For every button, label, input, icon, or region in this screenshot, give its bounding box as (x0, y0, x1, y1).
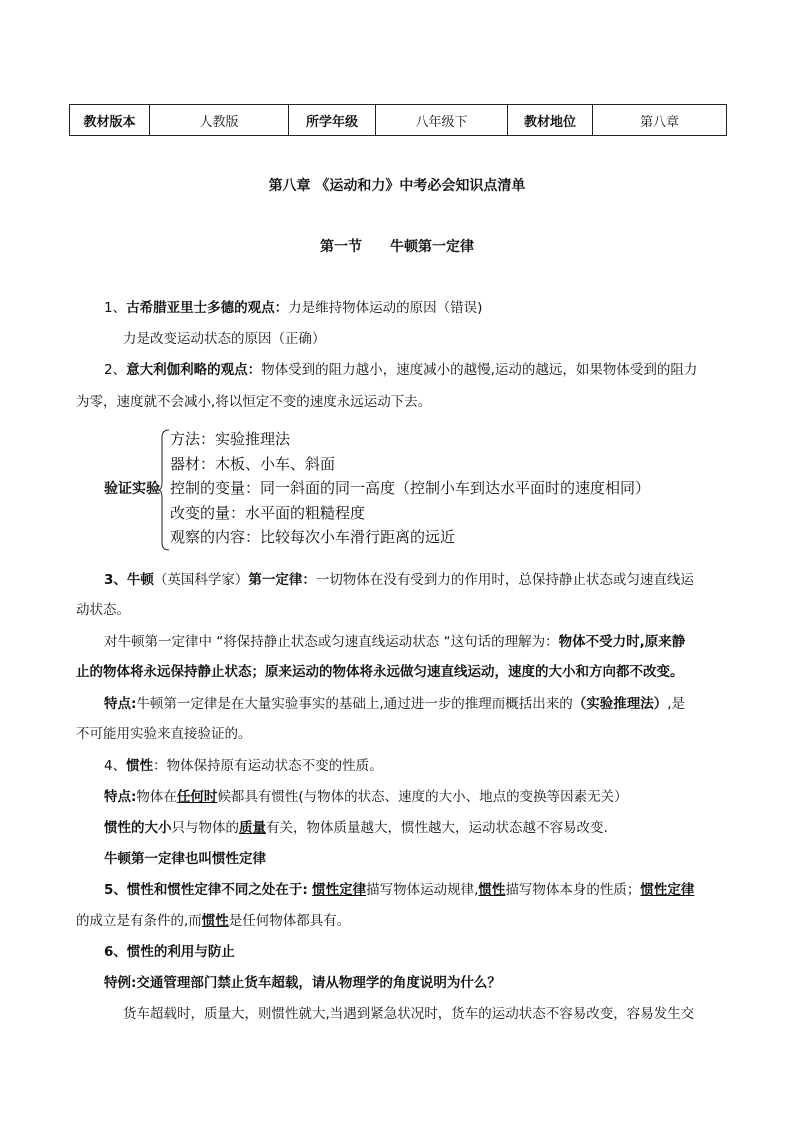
experiment-list (170, 427, 650, 550)
info-row (70, 105, 727, 136)
point-3 (104, 570, 694, 590)
point-3-num: 3、 (104, 572, 127, 588)
point-1 (104, 298, 482, 318)
point-2-num: 2、 (104, 362, 127, 378)
point-2-text: 物体受到的阻力越小，速度减小的越慢,运动的越远，如果物体受到的阻力 (261, 362, 698, 378)
grade-key: 所学年级 (289, 105, 376, 136)
point-2-line2: 为零，速度就不会减小,将以恒定不变的速度永远运动下去。 (76, 394, 432, 410)
understanding-text: 对牛顿第一定律中 “将保持静止状态或匀速直线运动状态 “这句话的理解为： (104, 634, 559, 650)
feature-method: （实验推理法） (572, 696, 668, 712)
point-1-text: 力是维持物体运动的原因（错误) (288, 300, 483, 316)
point-5-heading: 惯性和惯性定律不同之处在于: (126, 882, 308, 898)
experiment-label: 验证实验 (104, 481, 160, 497)
edition-key: 教材版本 (70, 105, 150, 136)
chapter-title: 第八章 《运动和力》中考必会知识点清单 (268, 178, 526, 194)
point-6 (104, 942, 235, 962)
grade-value: 八年级下 (376, 105, 508, 136)
magnitude-label: 惯性的大小 (104, 820, 172, 836)
point-1-heading: 古希腊亚里士多德的观点： (126, 300, 289, 316)
point-5 (104, 880, 694, 900)
point-4-num: 4、 (104, 758, 127, 774)
feature-text: 牛顿第一定律是在大量实验事实的基础上,通过进一步的推理而概括出来的 (136, 696, 573, 712)
understanding-line2: 止的物体将永远保持静止状态；原来运动的物体将永远做匀速直线运动，速度的大小和方向都不改变。 (76, 664, 684, 680)
inertia-feature-underline: 任何时 (176, 789, 218, 805)
point-5-l2u: 惯性 (201, 913, 229, 929)
point-5-law2: 惯性定律 (640, 882, 695, 898)
point-6-num: 6、 (104, 944, 127, 960)
experiment-item-changed: 改变的量：水平面的粗糙程度 (170, 503, 366, 522)
point-4 (104, 756, 383, 776)
magnitude-underline: 质量 (239, 820, 266, 836)
point-3-heading: 牛顿 (126, 572, 154, 588)
experiment-item-controlled: 控制的变量：同一斜面的同一高度（控制小车到达水平面时的速度相同） (170, 479, 651, 498)
point-1-line2: 力是改变运动状态的原因（正确） (123, 331, 326, 347)
inertia-feature-b: 候都具有惯性(与物体的状态、速度的大小、地点的变换等因素无关） (217, 789, 628, 805)
point-5-line2 (76, 911, 350, 931)
point-3-line2: 动状态。 (76, 602, 130, 618)
point-4-text: ：物体保持原有运动状态不变的性质。 (153, 758, 383, 774)
experiment-item-observed: 观察的内容：比较每次小车滑行距离的远近 (170, 528, 456, 547)
experiment-item-equipment: 器材：木板、小车、斜面 (170, 454, 336, 473)
point-3-understanding (104, 632, 685, 652)
point-4-heading: 惯性 (126, 758, 154, 774)
edition-value: 人教版 (150, 105, 289, 136)
brace-icon (158, 429, 170, 551)
point-3-heading2: 第一定律： (248, 572, 316, 588)
point-3-feature (104, 694, 685, 714)
magnitude-b: 有关，物体质量越大，惯性越大，运动状态越不容易改变. (266, 820, 608, 836)
magnitude-a: 只与物体的 (171, 820, 239, 836)
point-2-heading: 意大利伽利略的观点： (126, 362, 262, 378)
point-3-paren: （英国科学家） (153, 572, 249, 588)
point-6-example: 特例:交通管理部门禁止货车超载，请从物理学的角度说明为什么？ (104, 975, 501, 991)
inertia-feature-a: 物体在 (136, 789, 177, 805)
point-4-magnitude (104, 818, 608, 838)
experiment-item-method: 方法：实验推理法 (170, 430, 291, 448)
inertia-feature-label: 特点: (104, 789, 137, 805)
point-1-num: 1、 (104, 300, 127, 316)
point-5-inertia: 惯性 (478, 882, 506, 898)
point-5-law: 惯性定律 (312, 882, 367, 898)
point-5-l2a: 的成立是有条件的,而 (76, 913, 202, 929)
section-title: 第一节 牛顿第一定律 (320, 239, 474, 255)
point-2 (104, 360, 697, 380)
feature-line2: 不可能用实验来直接验证的。 (76, 726, 252, 742)
understanding-bold: 物体不受力时,原来静 (558, 634, 686, 650)
point-5-t1: 描写物体运动规律, (366, 882, 479, 898)
point-5-l2b: 是任何物体都具有。 (228, 913, 351, 929)
position-value: 第八章 (593, 105, 727, 136)
point-3-text: 一切物体在没有受到力的作用时，总保持静止状态或匀速直线运 (315, 572, 694, 588)
info-table (69, 104, 727, 136)
point-5-t2: 描写物体本身的性质； (505, 882, 641, 898)
point-6-answer: 货车超载时，质量大，则惯性就大,当遇到紧急状况时，货车的运动状态不容易改变，容易发生交 (123, 1006, 695, 1022)
point-4-alias: 牛顿第一定律也叫惯性定律 (104, 851, 266, 867)
point-5-num: 5、 (104, 882, 127, 898)
feature-text2: ,是 (667, 696, 685, 712)
point-4-feature (104, 787, 628, 807)
point-6-heading: 惯性的利用与防止 (126, 944, 235, 960)
position-key: 教材地位 (508, 105, 593, 136)
feature-label: 特点: (104, 696, 137, 712)
